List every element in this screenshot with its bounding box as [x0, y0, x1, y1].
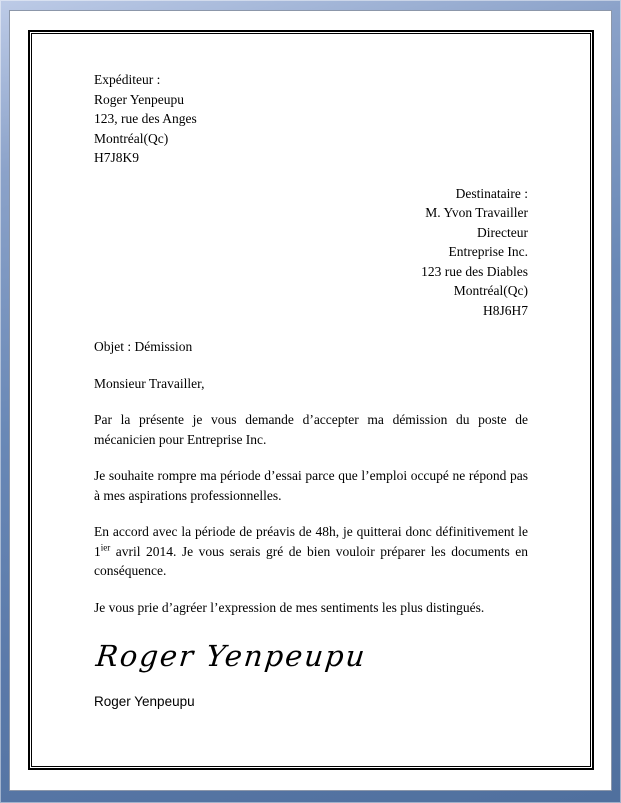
paragraph-notice-post: avril 2014. Je vous serais gré de bien vouloir préparer les documents en conséquence.	[94, 543, 528, 578]
paragraph-resignation: Par la présente je vous demande d’accepter ma démission du poste de mécanicien pour Entreprise Inc.	[94, 412, 528, 447]
sender-city: Montréal(Qc)	[94, 130, 169, 146]
salutation: Monsieur Travailler,	[94, 375, 205, 391]
recipient-street: 123 rue des Diables	[421, 263, 528, 279]
page-double-border	[28, 30, 594, 770]
handwritten-signature: Roger Yenpeupu	[94, 639, 369, 673]
recipient-name: M. Yvon Travailler	[425, 205, 528, 220]
recipient-block	[94, 184, 528, 321]
subject-line: Objet : Démission	[94, 339, 193, 354]
recipient-postal-code: H8J6H7	[482, 302, 528, 318]
sender-postal-code: H7J8K9	[94, 150, 140, 165]
recipient-title: Directeur	[477, 224, 528, 240]
paragraph-reason: Je souhaite rompre ma période d’essai parce que l’emploi occupé ne répond pas à mes aspirations professionnelles.	[94, 468, 528, 503]
closing-formula: Je vous prie d’agréer l’expression de mes sentiments les plus distingués.	[94, 599, 485, 615]
recipient-city: Montréal(Qc)	[453, 283, 528, 298]
date-ordinal-superscript: ier	[100, 542, 111, 552]
typed-signature-name: Roger Yenpeupu	[94, 694, 195, 709]
sender-name: Roger Yenpeupu	[94, 91, 184, 107]
page-double-border-inner	[31, 33, 591, 767]
sender-street: 123, rue des Anges	[94, 111, 197, 126]
recipient-company: Entreprise Inc.	[448, 244, 528, 259]
paragraph-notice	[94, 522, 528, 581]
sender-block	[94, 70, 528, 168]
recipient-label: Destinataire :	[455, 185, 528, 201]
sender-label: Expéditeur :	[94, 72, 161, 87]
paragraph-notice-pre: En accord avec la période de préavis de 48h, je quitterai donc définitivement le 1	[94, 524, 528, 559]
letter-page	[9, 10, 612, 791]
letter-content	[32, 34, 590, 766]
